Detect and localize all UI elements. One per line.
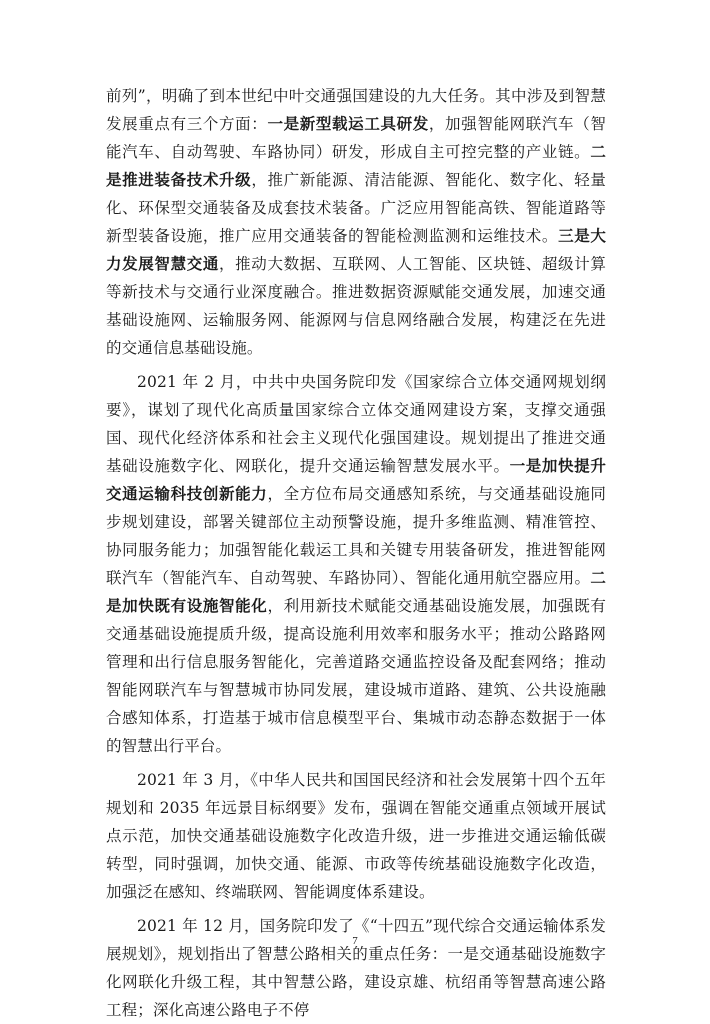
body-text xyxy=(106,82,606,1024)
text-run: ，推动大数据、互联网、人工智能、区块链、超级计算等新技术与交通行业深度融合。推进数据资源赋能交通发展，加速交通基础设施网、运输服务网、能源网与信息网络融合发展，构建泛在先进的交通信息基础设施。 xyxy=(106,255,606,357)
text-run: 2021 年 2 月，中共中央国务院印发《国家综合立体交通网规划纲要》，谋划了现代化高质量国家综合立体交通网建设方案，支撑交通强国、现代化经济体系和社会主义现代化强国建设。规划提出了推进交通基础设施数字化、网联化，提升交通运输智慧发展水平。 xyxy=(106,373,606,475)
text-run: ，全方位布局交通感知系统，与交通基础设施同步规划建设，部署关键部位主动预警设施，提升多维监测、精准管控、协同服务能力；加强智能化载运工具和关键专用装备研发，推进智能网联汽车（智能汽车、自动驾驶、车路协同）、智能化通用航空器应用。 xyxy=(106,485,606,587)
bold-task-2: 二是推进装备技术升级 xyxy=(106,143,606,189)
text-run: 2021 年 3 月，《中华人民共和国国民经济和社会发展第十四个五年规划和 2035 年远景目标纲要》发布，强调在智能交通重点领域开展试点示范，加快交通基础设施数字化改造升级，进一步推进交通运输低碳转型，同时强调，加快交通、能源、市政等传统基础设施数字化改造，加强泛在感知、终端联网、智能调度体系建设。 xyxy=(106,771,606,901)
text-run: ，推广新能源、清洁能源、智能化、数字化、轻量化、环保型交通装备及成套技术装备。广泛应用智能高铁、智能道路等新型装备设施，推广应用交通装备的智能检测监测和运维技术。 xyxy=(106,171,606,245)
paragraph-2021-mar xyxy=(106,766,606,906)
text-run: 2021 年 12 月，国务院印发了《“十四五”现代综合交通运输体系发展规划》，规划指出了智慧公路相关的重点任务：一是交通基础设施数字化网联化升级工程，其中智慧公路，建设京雄、杭绍甬等智慧高速公路工程；深化高速公路电子不停 xyxy=(106,917,606,1019)
page-number: 7 xyxy=(352,935,358,947)
text-run: ，加强智能网联汽车（智能汽车、自动驾驶、车路协同）研发，形成自主可控完整的产业链。 xyxy=(106,115,606,161)
bold-point-1: 一是加快提升交通运输科技创新能力 xyxy=(106,457,606,503)
bold-task-3: 三是大力发展智慧交通 xyxy=(106,227,607,273)
bold-point-2: 二是加快既有设施智能化 xyxy=(106,569,606,615)
bold-task-1: 一是新型载运工具研发 xyxy=(267,115,429,133)
paragraph-intro-tasks xyxy=(106,82,606,362)
text-run: ，利用新技术赋能交通基础设施发展，加强既有交通基础设施提质升级，提高设施利用效率和服务水平；推动公路路网管理和出行信息服务智能化，完善道路交通监控设备及配套网络；推动智能网联汽车与智慧城市协同发展，建设城市道路、建筑、公共设施融合感知体系，打造基于城市信息模型平台、集城市动态静态数据于一体的智慧出行平台。 xyxy=(106,597,606,755)
paragraph-2021-dec xyxy=(106,912,606,1024)
paragraph-2021-feb xyxy=(106,368,606,760)
text-run: 前列”，明确了到本世纪中叶交通强国建设的九大任务。其中涉及到智慧发展重点有三个方面： xyxy=(106,87,606,133)
